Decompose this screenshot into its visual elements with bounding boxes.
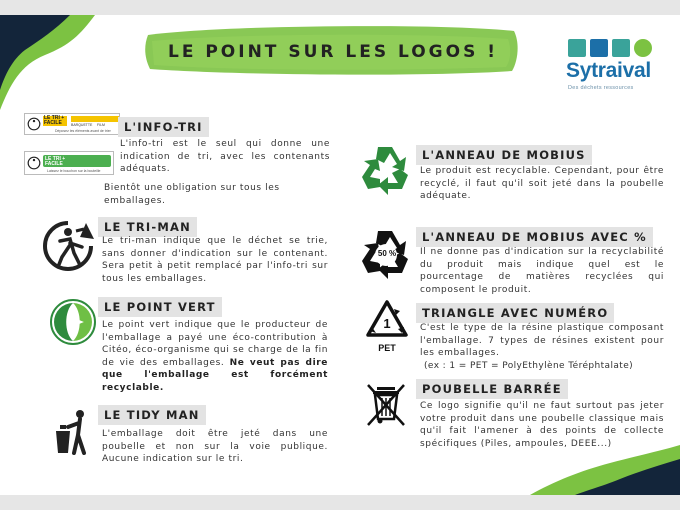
section-extra-info-tri: Bientôt une obligation sur tous les emballages. xyxy=(104,183,280,206)
section-heading-tri-man: LE TRI-MAN xyxy=(98,217,197,237)
page-title: LE POINT SUR LES LOGOS ! xyxy=(167,42,498,62)
info-tri-item: BARQUETTE xyxy=(71,123,93,127)
section-heading-point-vert: LE POINT VERT xyxy=(98,297,222,317)
section-body-info-tri: L'info-tri est le seul qui donne une indication de tri, avec les contenants adéquats. xyxy=(120,139,330,174)
info-tri-label-top xyxy=(24,113,120,135)
point-vert-text: Le point vert indique que le producteur de l'emballage a payé une éco-contribution à Citéo, éco-organisme qui se charge de la fin de vie des emballages. xyxy=(102,320,328,368)
tidy-man-icon xyxy=(54,409,94,455)
crossed-bin-icon xyxy=(364,381,408,429)
section-heading-mobius: L'ANNEAU DE MOBIUS xyxy=(416,145,592,165)
triman-icon xyxy=(40,219,96,273)
section-heading-poubelle: POUBELLE BARRÉE xyxy=(416,379,568,399)
point-vert-icon xyxy=(50,299,96,345)
section-heading-tidy-man: LE TIDY MAN xyxy=(98,405,206,425)
decorative-blob-top-left xyxy=(0,15,110,110)
mobius-loop-icon xyxy=(358,143,414,197)
triman-icon-small xyxy=(27,156,41,170)
section-body-triangle: C'est le type de la résine plastique composant l'emballage. 7 types de résines existent pour les emballages. xyxy=(420,323,664,358)
section-heading-mobius-percent: L'ANNEAU DE MOBIUS AVEC % xyxy=(416,227,653,247)
mobius-percent-badge: 50 % xyxy=(377,249,397,258)
info-tri-item: FILM xyxy=(97,123,105,127)
section-body-tidy-man: L'emballage doit être jeté dans une poubelle et non sur la voie publique. Aucune indication sur le tri. xyxy=(102,429,328,464)
resin-number: 1 xyxy=(383,316,391,331)
brand-name: Sytraival xyxy=(566,59,651,82)
section-body-point-vert xyxy=(102,319,328,394)
section-heading-info-tri: L'INFO-TRI xyxy=(118,117,209,137)
info-tri-tag-bottom: LE TRI + FACILE xyxy=(45,156,66,167)
info-tri-bar xyxy=(71,116,119,122)
section-body-poubelle: Ce logo signifie qu'il ne faut surtout pas jeter votre produit dans une poubelle classique mais qu'il fait l'amener à des points de collecte spécifiques (Piles, ampoules, DEEE...) xyxy=(420,401,664,449)
brand-logo-icon xyxy=(568,37,660,59)
section-example-triangle: (ex : 1 = PET = PolyEthylène Téréphtalate) xyxy=(424,361,634,371)
brand-tagline: Des déchets ressources xyxy=(568,85,634,91)
info-tri-note: Déposez les éléments avant de trier xyxy=(55,129,111,133)
infographic-page xyxy=(0,15,680,495)
triman-icon-small xyxy=(27,117,41,131)
section-body-tri-man: Le tri-man indique que le déchet se trie, sans donner d'indication sur le contenant. Sera petit à petit remplacé par l'info-tri sur tous les emballages. xyxy=(102,236,328,284)
point-vert-warning: Ne veut pas dire que l'emballage est forcément recyclable. xyxy=(102,357,328,393)
info-tri-tag-top: LE TRI + FACILE xyxy=(43,116,67,126)
info-tri-note: Laissez le bouchon sur la bouteille xyxy=(47,169,101,173)
section-body-mobius-percent: Il ne donne pas d'indication sur la recyclabilité du produit mais indique quel est le pourcentage de matières recyclées qui composent le produit. xyxy=(420,247,664,295)
decorative-blob-bottom-right xyxy=(530,445,680,495)
info-tri-label-bottom xyxy=(24,151,114,175)
section-heading-triangle: TRIANGLE AVEC NUMÉRO xyxy=(416,303,614,323)
resin-code: PET xyxy=(378,343,396,353)
section-body-mobius: Le produit est recyclable. Cependant, pour être recyclé, il faut qu'il soit jeté dans la poubelle adéquate. xyxy=(420,166,664,201)
